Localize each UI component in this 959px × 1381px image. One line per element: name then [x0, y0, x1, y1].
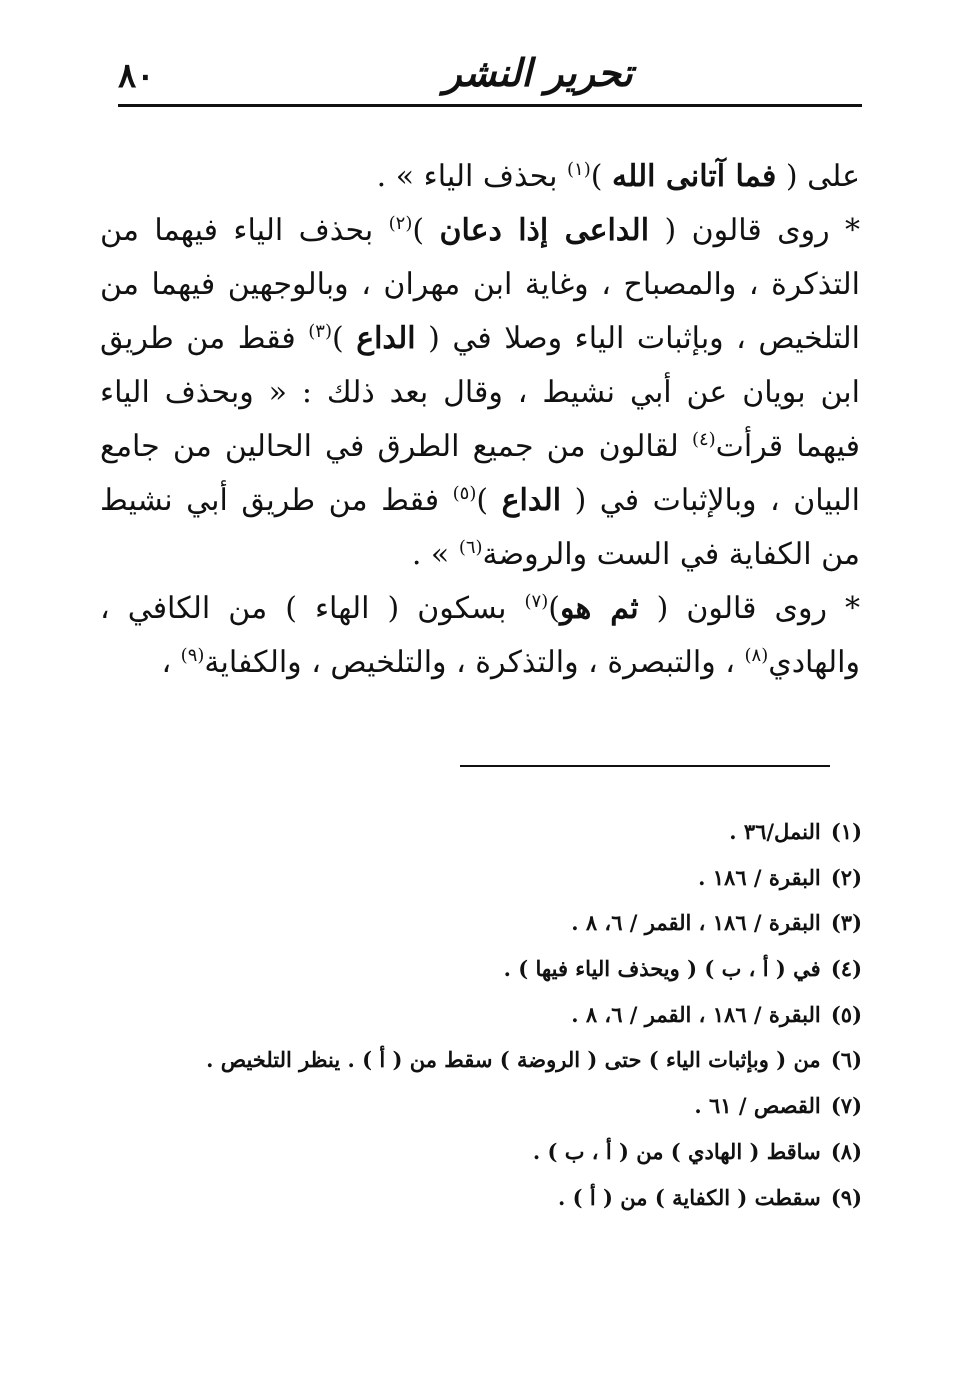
- paragraph-1: [100, 150, 860, 204]
- text-run: ): [331, 321, 357, 356]
- footnote-text: البقرة / ١٨٦ ، القمر / ٦، ٨ .: [571, 1001, 821, 1027]
- text-run: فقط من طريق ابن بويان عن أبي نشيط ، وقال بعد ذلك : « وبحذف الياء فيهما قرأت: [100, 321, 860, 464]
- footnote: [100, 949, 862, 995]
- footnote-number: (٩): [830, 1184, 862, 1210]
- header-rule: [118, 104, 862, 107]
- footnote-number: (٤): [830, 956, 862, 982]
- footnote-ref: (٩): [180, 645, 205, 666]
- footnote: [100, 1132, 862, 1178]
- footnote-text: من ( وبإثبات الياء ) حتى ( الروضة ) سقط من ( أ ) . ينظر التلخيص .: [206, 1047, 821, 1073]
- page-header: [118, 50, 860, 108]
- running-title: تحرير النشر: [443, 50, 633, 95]
- footnote-text: البقرة / ١٨٦ .: [698, 864, 821, 890]
- text-run: * روى قالون (: [638, 591, 860, 626]
- text-run: » .: [411, 537, 459, 572]
- footnote: [100, 1178, 862, 1224]
- footnote-text: القصص / ٦١ .: [694, 1093, 821, 1119]
- footnote-number: (٨): [830, 1138, 862, 1164]
- footnote-ref: (٨): [744, 645, 769, 666]
- paragraph-3: [100, 582, 860, 690]
- text-run: ): [476, 483, 502, 518]
- footnote-text: في ( أ ، ب ) ( ويحذف الياء فيها ) .: [503, 956, 821, 982]
- footnote-ref: (٣): [308, 321, 332, 342]
- text-run: ، والتبصرة ، والتذكرة ، والتلخيص ، والكفاية: [204, 645, 745, 680]
- text-run: * روى قالون (: [649, 213, 861, 248]
- footnote-number: (٣): [830, 910, 862, 936]
- footnote: [100, 858, 862, 904]
- footnote: [100, 1086, 862, 1132]
- footnote-separator: [460, 765, 830, 767]
- text-run: بحذف الياء » .: [376, 159, 567, 194]
- text-run: لقالون من جميع الطرق في الحالين من جامع البيان ، وبالإثبات في (: [100, 429, 861, 518]
- footnote-number: (٢): [830, 864, 862, 890]
- footnote-number: (١): [830, 819, 862, 844]
- text-run: فقط من طريق أبي نشيط من الكفاية في الست والروضة: [100, 483, 860, 572]
- footnote: [100, 995, 862, 1041]
- footnote-ref: (٧): [524, 591, 549, 612]
- footnote: [100, 812, 862, 858]
- footnote-text: سقطت ( الكفاية ) من ( أ ) .: [558, 1184, 821, 1210]
- footnote-ref: (٥): [452, 483, 477, 504]
- footnote: [100, 1040, 862, 1086]
- footnotes: [100, 812, 862, 1223]
- text-run: ،: [161, 645, 181, 680]
- footnote-ref: (٦): [458, 537, 483, 558]
- footnote-ref: (٢): [388, 213, 413, 234]
- main-text: [100, 150, 860, 690]
- text-run: بسكون ( الهاء ) من الكافي ، والهادي: [100, 591, 860, 680]
- text-run: ): [548, 591, 560, 626]
- footnote: [100, 903, 862, 949]
- quran-quote: الداع: [501, 483, 562, 518]
- quran-quote: فما آتانى الله: [611, 159, 777, 194]
- footnote-ref: (١): [567, 159, 591, 180]
- quran-quote: الداعى إذا دعان: [439, 213, 650, 248]
- footnote-number: (٥): [830, 1001, 862, 1027]
- footnote-number: (٦): [830, 1047, 862, 1073]
- footnote-text: ساقط ( الهادي ) من ( أ ، ب ) .: [532, 1138, 821, 1164]
- quran-quote: الداع: [356, 321, 416, 356]
- footnote-text: النمل/٣٦ .: [729, 819, 821, 844]
- quran-quote: ثم هو: [559, 591, 639, 626]
- footnote-ref: (٤): [691, 429, 716, 450]
- paragraph-2: [100, 204, 860, 582]
- text-run: ): [590, 159, 612, 194]
- footnote-text: البقرة / ١٨٦ ، القمر / ٦، ٨ .: [571, 910, 821, 936]
- text-run: على (: [776, 159, 860, 194]
- footnote-number: (٧): [830, 1093, 862, 1119]
- text-run: ): [412, 213, 440, 248]
- text-run: بحذف الياء فيهما من التذكرة ، والمصباح ، وغاية ابن مهران ، وبالوجهين فيهما من التلخيص ، وبإثبات الياء وصلا في (: [100, 213, 860, 356]
- page-number: ٨٠: [118, 56, 155, 96]
